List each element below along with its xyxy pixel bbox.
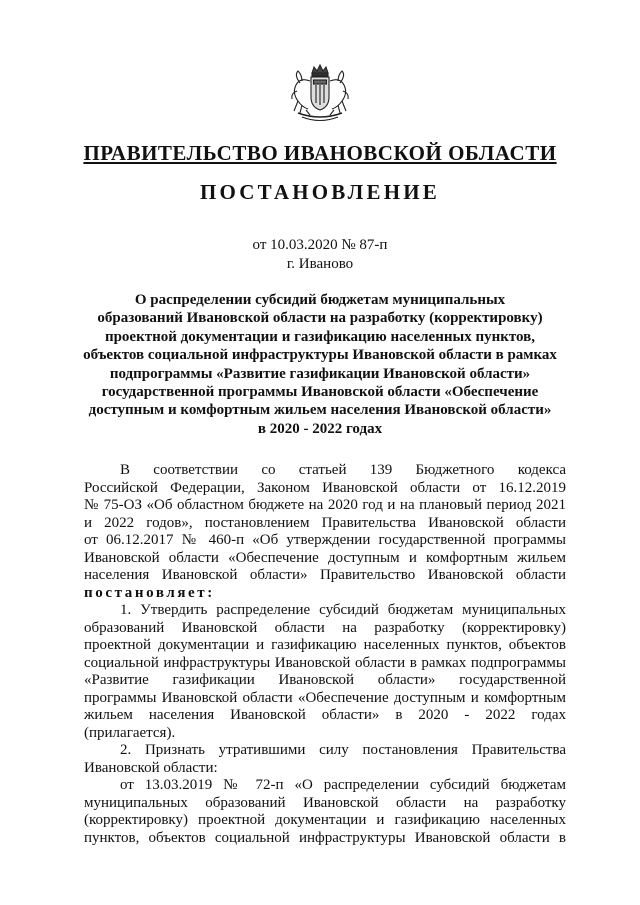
item2-line: Ивановской области: bbox=[84, 759, 218, 776]
coat-of-arms-icon bbox=[288, 63, 352, 125]
subject-line: государственной программы Ивановской области «Обеспечение bbox=[101, 384, 539, 401]
preamble-line: № 75-ОЗ «Об областном бюджете на 2020 год и на плановый период 2021 bbox=[84, 497, 566, 513]
preamble-line: В соответствии со статьей 139 Бюджетного кодекса bbox=[120, 462, 566, 478]
item2-sub-line: пунктов, объектов социальной инфраструктуры Ивановской области в bbox=[84, 829, 566, 846]
item2-sub-line: (корректировку) проектной документации и газификацию населенных bbox=[84, 812, 566, 828]
item1-line: жильем населения Ивановской области» в 2020 - 2022 годах bbox=[84, 707, 566, 723]
decree-word: постановляет: bbox=[84, 584, 215, 601]
subject-line: в 2020 - 2022 годах bbox=[257, 420, 383, 437]
document-type-heading: ПОСТАНОВЛЕНИЕ bbox=[199, 180, 441, 204]
subject-line: подпрограммы «Развитие газификации Ивановской области» bbox=[109, 365, 531, 382]
item1-line: программы Ивановской области «Обеспечение доступным и комфортным bbox=[84, 689, 566, 706]
document-date-number: от 10.03.2020 № 87-п bbox=[252, 237, 388, 253]
item1-line: (прилагается). bbox=[84, 724, 176, 741]
preamble-line: Российской Федерации, Законом Ивановской области от 16.12.2019 bbox=[84, 479, 566, 496]
preamble-line: населения Ивановской области» Правительство Ивановской области bbox=[84, 567, 566, 583]
document-subject bbox=[70, 291, 570, 438]
item2-sub-line: от 13.03.2019 № 72-п «О распределении субсидий бюджетам bbox=[120, 777, 566, 793]
item1-line: проектной документации и газификацию населенных пунктов, объектов bbox=[84, 637, 566, 653]
preamble-line: и 2022 годов», постановлением Правительства Ивановской области bbox=[84, 514, 566, 531]
item2-line: 2. Признать утратившими силу постановления Правительства bbox=[120, 742, 566, 758]
subject-line: О распределении субсидий бюджетам муниципальных bbox=[134, 292, 506, 308]
document-body bbox=[84, 462, 566, 847]
document-place: г. Иваново bbox=[286, 256, 354, 272]
organization-title: ПРАВИТЕЛЬСТВО ИВАНОВСКОЙ ОБЛАСТИ bbox=[83, 141, 557, 165]
item2-sub-line: муниципальных образований Ивановской области на разработку bbox=[84, 794, 566, 811]
item1-line: «Развитие газификации Ивановской области» государственной bbox=[84, 672, 566, 688]
item1-line: социальной инфраструктуры Ивановской области в рамках подпрограммы bbox=[84, 654, 566, 671]
subject-line: проектной документации и газификацию населенных пунктов, bbox=[104, 328, 536, 345]
subject-line: объектов социальной инфраструктуры Ивановской области в рамках bbox=[83, 347, 557, 364]
item1-line: 1. Утвердить распределение субсидий бюджетам муниципальных bbox=[120, 602, 566, 618]
subject-line: образований Ивановской области на разработку (корректировку) bbox=[97, 310, 543, 327]
preamble-line: от 06.12.2017 № 460-п «Об утверждении государственной программы bbox=[84, 532, 566, 548]
item1-line: образований Ивановской области на разработку (корректировку) bbox=[84, 619, 566, 636]
preamble-line: Ивановской области «Обеспечение доступным и комфортным жильем bbox=[84, 549, 566, 566]
subject-line: доступным и комфортным жильем населения Ивановской области» bbox=[88, 402, 552, 419]
